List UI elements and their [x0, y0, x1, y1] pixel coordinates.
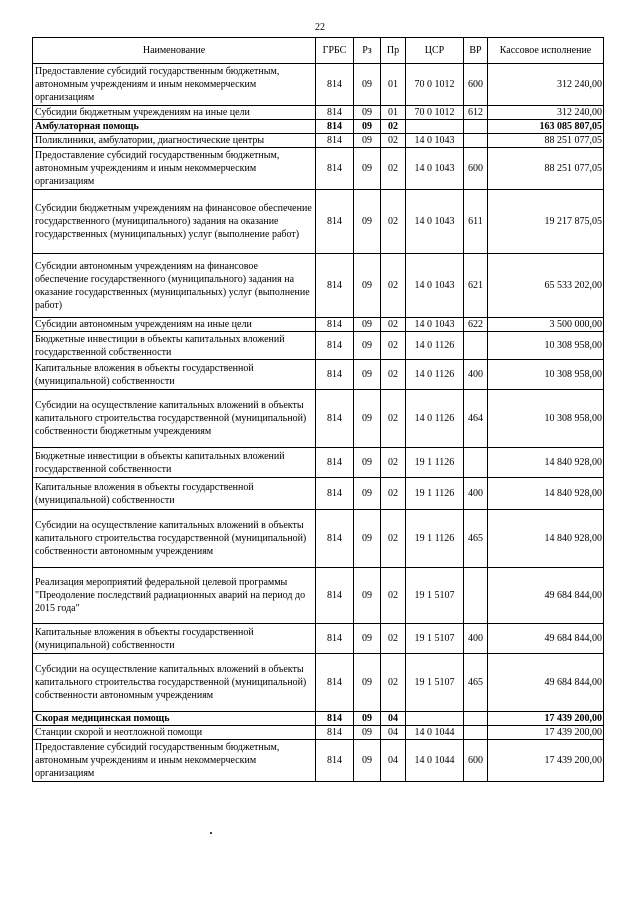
table-row — [33, 726, 604, 740]
row-name: Капитальные вложения в объекты государственной (муниципальной) собственности — [33, 624, 316, 654]
row-name: Амбулаторная помощь — [33, 120, 316, 134]
row-amount: 312 240,00 — [488, 106, 604, 120]
row-csr: 70 0 1012 — [406, 64, 464, 106]
table-row — [33, 740, 604, 782]
row-name: Субсидии бюджетным учреждениям на иные цели — [33, 106, 316, 120]
row-grbs: 814 — [316, 712, 354, 726]
header-name: Наименование — [33, 38, 316, 64]
row-name: Предоставление субсидий государственным бюджетным, автономным учреждениям и иным некоммерческим организациям — [33, 64, 316, 106]
table-row — [33, 106, 604, 120]
row-name: Капитальные вложения в объекты государственной (муниципальной) собственности — [33, 360, 316, 390]
row-amount: 3 500 000,00 — [488, 318, 604, 332]
row-amount: 14 840 928,00 — [488, 510, 604, 568]
row-pr: 02 — [381, 148, 406, 190]
row-amount: 14 840 928,00 — [488, 478, 604, 510]
table-row — [33, 190, 604, 254]
header-csr: ЦСР — [406, 38, 464, 64]
row-grbs: 814 — [316, 360, 354, 390]
row-rz: 09 — [354, 478, 381, 510]
row-name: Предоставление субсидий государственным бюджетным, автономным учреждениям и иным некоммерческим организациям — [33, 740, 316, 782]
row-amount: 49 684 844,00 — [488, 624, 604, 654]
row-amount: 312 240,00 — [488, 64, 604, 106]
table-row — [33, 390, 604, 448]
row-name: Субсидии на осуществление капитальных вложений в объекты капитального строительства государственной (муниципальной) собственности автономным учреждениям — [33, 510, 316, 568]
row-vr: 465 — [464, 510, 488, 568]
table-row — [33, 510, 604, 568]
row-pr: 02 — [381, 390, 406, 448]
row-vr: 622 — [464, 318, 488, 332]
row-pr: 02 — [381, 254, 406, 318]
table-row — [33, 120, 604, 134]
row-csr: 19 1 1126 — [406, 478, 464, 510]
row-name: Субсидии на осуществление капитальных вложений в объекты капитального строительства государственной (муниципальной) собственности бюджетным учреждениям — [33, 390, 316, 448]
row-csr — [406, 120, 464, 134]
row-grbs: 814 — [316, 190, 354, 254]
table-row — [33, 712, 604, 726]
row-csr: 14 0 1043 — [406, 134, 464, 148]
row-name: Субсидии на осуществление капитальных вложений в объекты капитального строительства государственной (муниципальной) собственности автономным учреждениям — [33, 654, 316, 712]
row-rz: 09 — [354, 134, 381, 148]
row-grbs: 814 — [316, 106, 354, 120]
budget-table — [32, 37, 604, 782]
row-csr: 14 0 1126 — [406, 332, 464, 360]
row-grbs: 814 — [316, 448, 354, 478]
row-vr: 611 — [464, 190, 488, 254]
row-csr: 14 0 1043 — [406, 254, 464, 318]
row-grbs: 814 — [316, 740, 354, 782]
row-name: Реализация мероприятий федеральной целевой программы "Преодоление последствий радиационных аварий на период до 2015 года" — [33, 568, 316, 624]
row-pr: 02 — [381, 478, 406, 510]
row-pr: 02 — [381, 332, 406, 360]
row-csr — [406, 712, 464, 726]
header-pr: Пр — [381, 38, 406, 64]
row-name: Станции скорой и неотложной помощи — [33, 726, 316, 740]
row-grbs: 814 — [316, 134, 354, 148]
row-grbs: 814 — [316, 478, 354, 510]
table-row — [33, 448, 604, 478]
row-grbs: 814 — [316, 64, 354, 106]
row-vr: 621 — [464, 254, 488, 318]
row-vr — [464, 568, 488, 624]
row-rz: 09 — [354, 106, 381, 120]
row-vr: 612 — [464, 106, 488, 120]
row-csr: 19 1 5107 — [406, 568, 464, 624]
row-pr: 02 — [381, 448, 406, 478]
row-csr: 70 0 1012 — [406, 106, 464, 120]
row-grbs: 814 — [316, 624, 354, 654]
header-row — [33, 38, 604, 64]
table-row — [33, 64, 604, 106]
row-amount: 19 217 875,05 — [488, 190, 604, 254]
row-csr: 14 0 1126 — [406, 360, 464, 390]
row-vr: 400 — [464, 624, 488, 654]
row-vr — [464, 120, 488, 134]
table-row — [33, 624, 604, 654]
row-pr: 04 — [381, 740, 406, 782]
row-rz: 09 — [354, 390, 381, 448]
row-grbs: 814 — [316, 254, 354, 318]
header-vr: ВР — [464, 38, 488, 64]
row-rz: 09 — [354, 120, 381, 134]
row-rz: 09 — [354, 726, 381, 740]
row-rz: 09 — [354, 332, 381, 360]
row-csr: 14 0 1043 — [406, 318, 464, 332]
row-rz: 09 — [354, 654, 381, 712]
row-rz: 09 — [354, 360, 381, 390]
row-rz: 09 — [354, 712, 381, 726]
row-amount: 17 439 200,00 — [488, 726, 604, 740]
row-amount: 17 439 200,00 — [488, 740, 604, 782]
row-rz: 09 — [354, 64, 381, 106]
table-row — [33, 254, 604, 318]
row-csr: 19 1 5107 — [406, 624, 464, 654]
row-grbs: 814 — [316, 654, 354, 712]
row-rz: 09 — [354, 510, 381, 568]
row-amount: 65 533 202,00 — [488, 254, 604, 318]
row-amount: 10 308 958,00 — [488, 390, 604, 448]
row-pr: 02 — [381, 510, 406, 568]
row-vr — [464, 332, 488, 360]
table-row — [33, 360, 604, 390]
table-row — [33, 332, 604, 360]
row-pr: 02 — [381, 134, 406, 148]
row-amount: 163 085 807,05 — [488, 120, 604, 134]
row-pr: 02 — [381, 120, 406, 134]
row-vr — [464, 134, 488, 148]
row-grbs: 814 — [316, 510, 354, 568]
row-amount: 17 439 200,00 — [488, 712, 604, 726]
row-csr: 19 1 1126 — [406, 448, 464, 478]
row-name: Субсидии бюджетным учреждениям на финансовое обеспечение государственного (муниципального) задания на оказание государственных (муниципальных) услуг (выполнение работ) — [33, 190, 316, 254]
header-rz: Рз — [354, 38, 381, 64]
row-name: Субсидии автономным учреждениям на финансовое обеспечение государственного (муниципального) задания на оказание государственных (муниципальных) услуг (выполнение работ) — [33, 254, 316, 318]
row-pr: 02 — [381, 568, 406, 624]
row-pr: 04 — [381, 726, 406, 740]
table-row — [33, 478, 604, 510]
row-pr: 02 — [381, 190, 406, 254]
row-vr: 464 — [464, 390, 488, 448]
row-name: Бюджетные инвестиции в объекты капитальных вложений государственной собственности — [33, 448, 316, 478]
row-csr: 19 1 1126 — [406, 510, 464, 568]
table-row — [33, 134, 604, 148]
row-csr: 14 0 1043 — [406, 190, 464, 254]
row-vr: 400 — [464, 360, 488, 390]
row-amount: 10 308 958,00 — [488, 360, 604, 390]
header-grbs: ГРБС — [316, 38, 354, 64]
row-pr: 02 — [381, 360, 406, 390]
row-vr: 600 — [464, 740, 488, 782]
row-grbs: 814 — [316, 332, 354, 360]
row-rz: 09 — [354, 568, 381, 624]
row-name: Поликлиники, амбулатории, диагностические центры — [33, 134, 316, 148]
row-pr: 02 — [381, 318, 406, 332]
row-csr: 14 0 1043 — [406, 148, 464, 190]
row-pr: 02 — [381, 624, 406, 654]
row-rz: 09 — [354, 318, 381, 332]
row-name: Предоставление субсидий государственным бюджетным, автономным учреждениям и иным некоммерческим организациям — [33, 148, 316, 190]
row-vr: 465 — [464, 654, 488, 712]
table-row — [33, 148, 604, 190]
row-grbs: 814 — [316, 120, 354, 134]
row-pr: 01 — [381, 64, 406, 106]
row-vr: 400 — [464, 478, 488, 510]
row-vr: 600 — [464, 64, 488, 106]
row-rz: 09 — [354, 190, 381, 254]
table-row — [33, 318, 604, 332]
row-grbs: 814 — [316, 568, 354, 624]
row-name: Субсидии автономным учреждениям на иные цели — [33, 318, 316, 332]
row-pr: 02 — [381, 654, 406, 712]
row-rz: 09 — [354, 740, 381, 782]
row-vr — [464, 448, 488, 478]
row-name: Бюджетные инвестиции в объекты капитальных вложений государственной собственности — [33, 332, 316, 360]
row-csr: 19 1 5107 — [406, 654, 464, 712]
table-row — [33, 568, 604, 624]
row-rz: 09 — [354, 148, 381, 190]
row-pr: 01 — [381, 106, 406, 120]
row-amount: 49 684 844,00 — [488, 654, 604, 712]
row-name: Капитальные вложения в объекты государственной (муниципальной) собственности — [33, 478, 316, 510]
row-vr: 600 — [464, 148, 488, 190]
table-row — [33, 654, 604, 712]
row-amount: 49 684 844,00 — [488, 568, 604, 624]
row-grbs: 814 — [316, 390, 354, 448]
row-csr: 14 0 1044 — [406, 740, 464, 782]
row-csr: 14 0 1126 — [406, 390, 464, 448]
row-grbs: 814 — [316, 726, 354, 740]
page-number: 22 — [315, 22, 325, 33]
row-amount: 14 840 928,00 — [488, 448, 604, 478]
row-grbs: 814 — [316, 148, 354, 190]
row-amount: 88 251 077,05 — [488, 134, 604, 148]
row-rz: 09 — [354, 624, 381, 654]
row-csr: 14 0 1044 — [406, 726, 464, 740]
header-amount: Кассовое исполнение — [488, 38, 604, 64]
row-vr — [464, 726, 488, 740]
row-grbs: 814 — [316, 318, 354, 332]
row-name: Скорая медицинская помощь — [33, 712, 316, 726]
row-amount: 88 251 077,05 — [488, 148, 604, 190]
row-amount: 10 308 958,00 — [488, 332, 604, 360]
row-rz: 09 — [354, 254, 381, 318]
scan-speck — [210, 832, 212, 834]
row-vr — [464, 712, 488, 726]
row-rz: 09 — [354, 448, 381, 478]
row-pr: 04 — [381, 712, 406, 726]
